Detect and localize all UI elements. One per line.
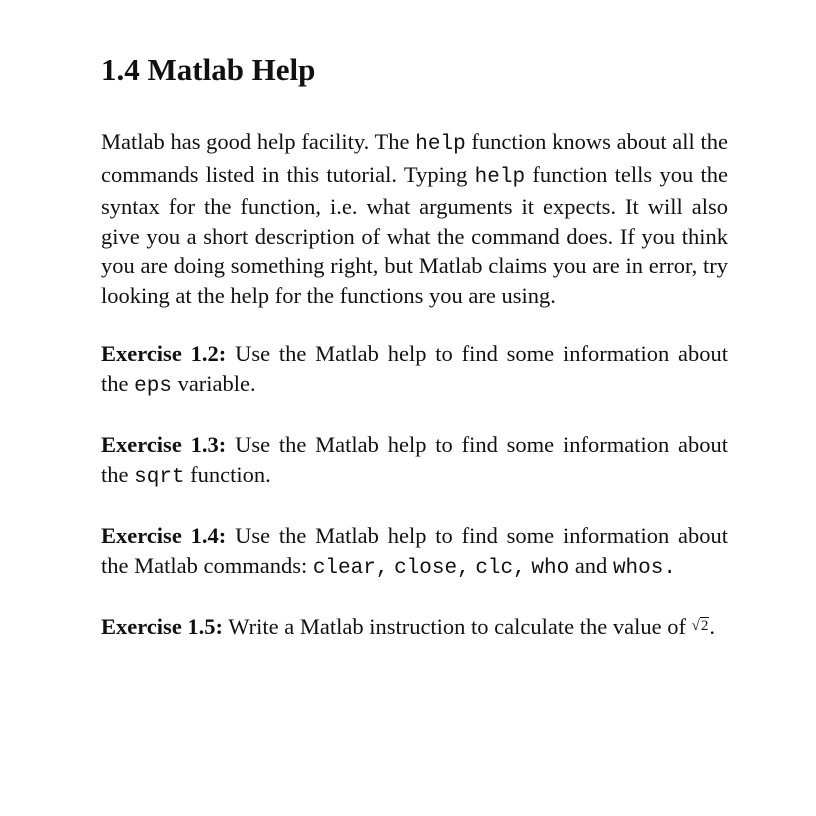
exercise-text: Use the Matlab help to find some information about the bbox=[101, 341, 728, 396]
code-help-2: help bbox=[474, 165, 526, 189]
intro-paragraph bbox=[101, 127, 728, 310]
exercise-1-4 bbox=[101, 521, 728, 583]
code-sqrt: sqrt bbox=[134, 465, 185, 489]
exercise-text: Use the Matlab help to find some information about the Matlab commands: bbox=[101, 523, 728, 578]
sqrt-2-formula bbox=[692, 617, 710, 634]
exercise-tail: . bbox=[709, 614, 715, 639]
exercise-label: Exercise 1.5: bbox=[101, 614, 224, 639]
exercise-tail: function. bbox=[184, 461, 271, 487]
code-close: close, bbox=[394, 556, 470, 580]
exercise-label: Exercise 1.4: bbox=[101, 523, 227, 548]
intro-text-1: Matlab has good help facility. The bbox=[101, 129, 416, 154]
section-title: 1.4 Matlab Help bbox=[101, 52, 316, 87]
code-whos: whos bbox=[612, 556, 664, 580]
exercise-and: and bbox=[569, 552, 613, 578]
document-page bbox=[101, 50, 728, 642]
code-clc: clc, bbox=[475, 556, 526, 580]
code-clear: clear, bbox=[312, 556, 389, 580]
code-eps: eps bbox=[134, 374, 172, 398]
exercise-1-5 bbox=[101, 612, 728, 642]
radicand: 2 bbox=[700, 618, 709, 634]
radical-sign: √ bbox=[691, 618, 700, 634]
exercise-text: Use the Matlab help to find some information about the bbox=[101, 432, 728, 487]
code-who: who bbox=[531, 556, 570, 580]
intro-text-2: function knows about all the commands listed in this tutorial. Typing bbox=[101, 129, 729, 187]
exercise-text: Write a Matlab instruction to calculate the value of bbox=[223, 614, 692, 639]
exercise-tail: . bbox=[663, 556, 676, 580]
exercise-tail: variable. bbox=[171, 370, 256, 396]
exercise-label: Exercise 1.3: bbox=[101, 432, 227, 457]
intro-text-3: function tells you the syntax for the function, i.e. what arguments it expects. It will also give you a short description of what the command does. If you think you are doing something right, but Matlab claims you are in error, try looking at the help for the functions you are using. bbox=[101, 161, 728, 308]
exercise-1-2 bbox=[101, 339, 728, 401]
exercise-1-3 bbox=[101, 430, 728, 492]
exercise-label: Exercise 1.2: bbox=[101, 341, 227, 366]
code-help-1: help bbox=[415, 133, 466, 156]
